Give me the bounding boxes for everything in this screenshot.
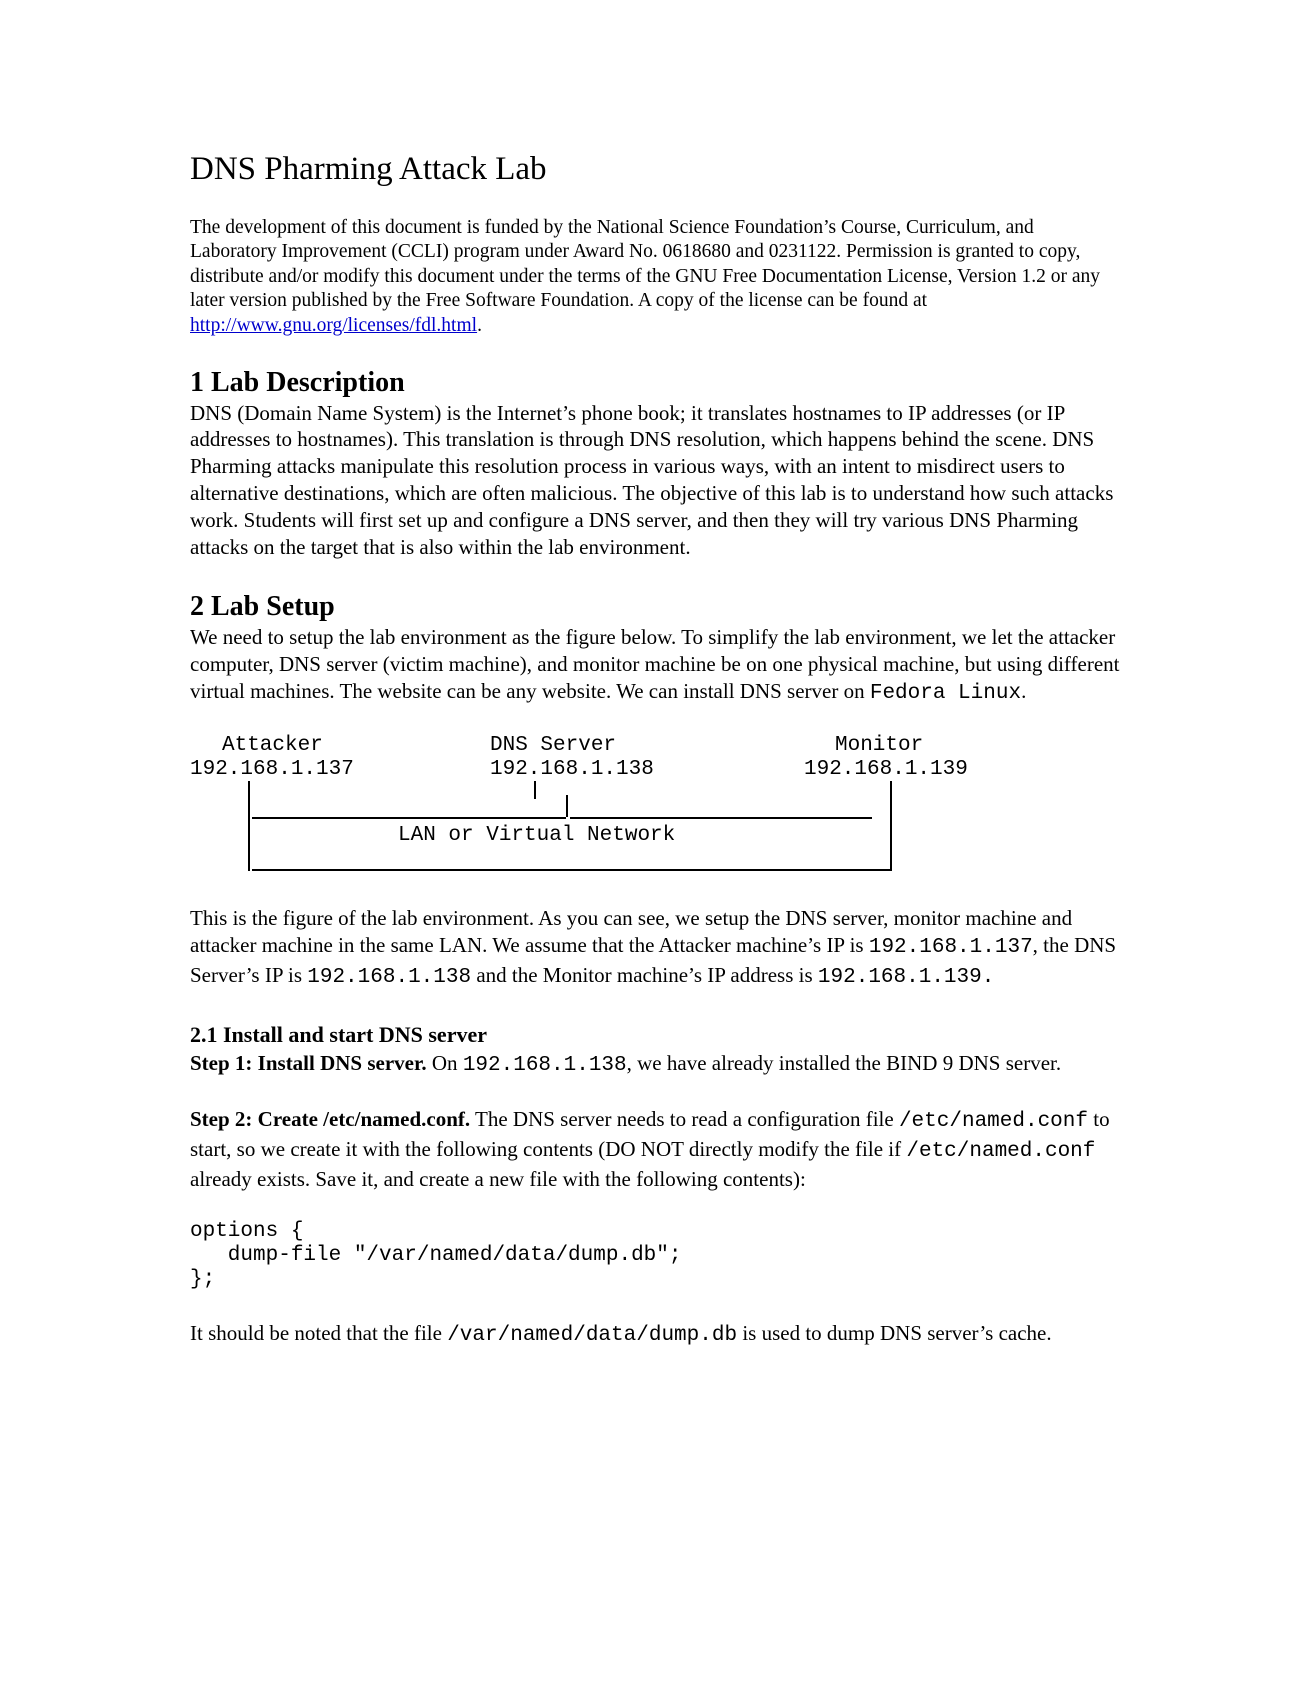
- config-code-block: [190, 1220, 1120, 1292]
- step-2: [190, 1106, 1120, 1192]
- dns-server-ip-inline: 192.168.1.138: [307, 966, 472, 990]
- dns-server-label: DNS Server: [490, 734, 617, 758]
- dns-server-link-line: [534, 781, 536, 799]
- attacker-ip: 192.168.1.137: [190, 758, 354, 782]
- attacker-ip-inline: 192.168.1.137: [868, 936, 1033, 960]
- step-1-label: Step 1: Install DNS server.: [190, 1051, 427, 1076]
- monitor-ip: 192.168.1.139: [804, 758, 968, 782]
- license-link[interactable]: http://www.gnu.org/licenses/fdl.html: [190, 314, 478, 336]
- section-1-heading: 1 Lab Description: [190, 367, 405, 399]
- code-line: options {: [190, 1220, 304, 1244]
- figure-description-text-3: and the Monitor machine’s IP address is: [471, 963, 818, 988]
- section-2-heading: 2 Lab Setup: [190, 591, 335, 623]
- step-2-text-3: already exists. Save it, and create a new file with the following contents):: [190, 1166, 806, 1191]
- figure-description-text-2: , the DNS Server’s IP is: [190, 933, 1117, 988]
- monitor-link-line: [890, 781, 892, 871]
- section-2-intro-end: .: [1021, 678, 1027, 703]
- note-text-1: It should be noted that the file: [190, 1321, 448, 1346]
- section-1-body: DNS (Domain Name System) is the Internet’s phone book; it translates hostnames to IP addresses (or IP addresses to hostnames). This translation is through DNS resolution, which happens behind the scene. DNS Pharming attacks manipulate this resolution process in various ways, with an intent to misdirect users to alternative destinations, which are often malicious. The objective of this lab is to understand how such attacks work. Students will first set up and configure a DNS server, and then they will try various DNS Pharming attacks on the target that is also within the lab environment.: [190, 400, 1114, 559]
- network-tap-line: [566, 795, 568, 817]
- note-text-2: is used to dump DNS server’s cache.: [737, 1321, 1052, 1346]
- config-path-1: /etc/named.conf: [898, 1110, 1088, 1134]
- funding-end: .: [477, 314, 482, 336]
- funding-notice: [190, 216, 1120, 339]
- figure-description-text-1: This is the figure of the lab environment. As you can see, we setup the DNS server, monitor machine and attacker machine in the same LAN. We assume that the Attacker machine’s IP is: [190, 906, 1073, 958]
- section-2-1-heading: 2.1 Install and start DNS server: [190, 1021, 487, 1047]
- dns-server-ip: 192.168.1.138: [490, 758, 654, 782]
- step-1: [190, 1050, 1120, 1080]
- network-label: LAN or Virtual Network: [398, 824, 676, 848]
- code-line: dump-file "/var/named/data/dump.db";: [190, 1244, 682, 1268]
- attacker-link-line: [248, 781, 250, 871]
- attacker-label: Attacker: [222, 734, 323, 758]
- cache-dump-note: [190, 1320, 1120, 1350]
- step-2-label: Step 2: Create /etc/named.conf.: [190, 1107, 471, 1132]
- section-2-intro-text: We need to setup the lab environment as the figure below. To simplify the lab environment, we let the attacker computer, DNS server (victim machine), and monitor machine be on one physical machine, but using different virtual machines. The website can be any website. We can install DNS server on: [190, 625, 1120, 703]
- monitor-ip-inline: 192.168.1.139.: [817, 966, 995, 990]
- network-diagram: [190, 735, 1120, 885]
- network-line-left: [252, 817, 566, 819]
- step-1-ip: 192.168.1.138: [462, 1054, 627, 1078]
- step-2-text-2: to start, so we create it with the following contents (DO NOT directly modify the file if: [190, 1107, 1110, 1161]
- step-1-text-2: , we have already installed the BIND 9 DNS server.: [626, 1051, 1062, 1076]
- document-title: DNS Pharming Attack Lab: [190, 151, 547, 187]
- step-2-text-1: The DNS server needs to read a configuration file: [470, 1107, 899, 1132]
- config-path-2: /etc/named.conf: [906, 1139, 1096, 1163]
- os-name: Fedora Linux: [869, 681, 1022, 705]
- network-line-right: [570, 817, 872, 819]
- step-1-text-1: On: [426, 1051, 463, 1076]
- section-2-intro: [190, 624, 1120, 707]
- document-content: [190, 150, 1120, 1350]
- monitor-label: Monitor: [835, 734, 924, 758]
- figure-description: [190, 905, 1120, 991]
- code-line: };: [190, 1268, 216, 1292]
- network-line-bottom: [252, 869, 890, 871]
- funding-text: The development of this document is funded by the National Science Foundation’s Course, Curriculum, and Laboratory Improvement (CCLI) program under Award No. 0618680 and 0231122. Permission is granted to copy, distribute and/or modify this document under the terms of the GNU Free Documentation License, Version 1.2 or any later version published by the Free Software Foundation. A copy of the license can be found at: [190, 216, 1100, 312]
- dump-file-path: /var/named/data/dump.db: [447, 1324, 738, 1348]
